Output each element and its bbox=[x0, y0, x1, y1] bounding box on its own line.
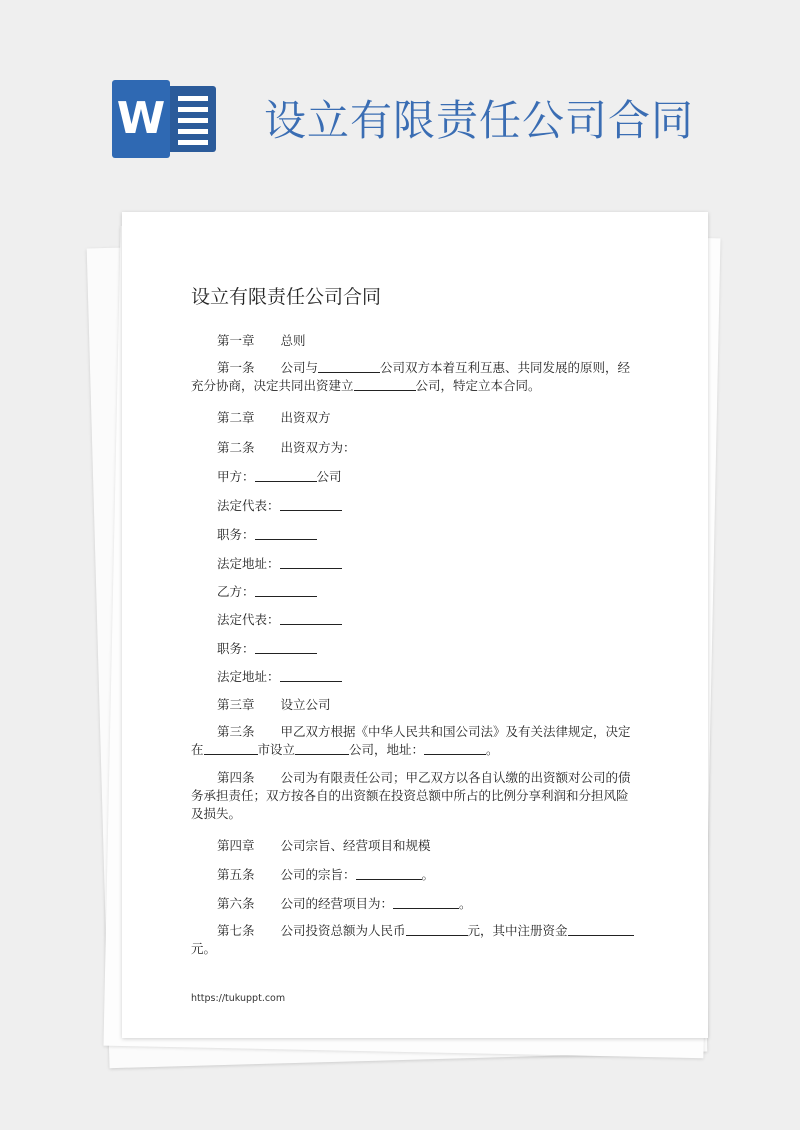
party-a-position: 职务： bbox=[217, 525, 317, 543]
party-a-legal-rep: 法定代表： bbox=[217, 496, 342, 514]
fill-blank[interactable] bbox=[204, 742, 258, 755]
fill-blank[interactable] bbox=[393, 896, 459, 909]
party-b-legal-rep: 法定代表： bbox=[217, 610, 342, 628]
footer-url[interactable]: https://tukuppt.com bbox=[191, 993, 286, 1004]
chapter-4-heading: 第四章 公司宗旨、经营项目和规模 bbox=[217, 838, 431, 853]
article-3: 第三条 甲乙双方根据《中华人民共和国公司法》及有关法律规定，决定在 市设立 公司，地址： 。 bbox=[191, 724, 631, 757]
article-1: 第一条 公司与 公司双方本着互利互惠、共同发展的原则，经充分协商，决定共同出资建立 公司，特定立本合同。 bbox=[191, 360, 631, 393]
chapter-1-heading: 第一章 总则 bbox=[217, 333, 306, 348]
article-4: 第四条 公司为有限责任公司；甲乙双方以各自认缴的出资额对公司的债务承担责任；双方按各自的出资额在投资总额中所占的比例分享利润和分担风险及损失。 bbox=[191, 770, 631, 821]
fill-blank[interactable] bbox=[568, 923, 634, 936]
party-b-legal-address: 法定地址： bbox=[217, 667, 342, 685]
document-page bbox=[122, 212, 708, 1038]
word-document-icon: W bbox=[112, 80, 216, 158]
party-a-legal-address: 法定地址： bbox=[217, 554, 342, 572]
fill-blank[interactable] bbox=[356, 867, 422, 880]
chapter-3-heading: 第三章 设立公司 bbox=[217, 697, 331, 712]
article-5: 第五条 公司的宗旨： 。 bbox=[217, 867, 435, 882]
fill-blank[interactable] bbox=[424, 742, 486, 755]
fill-blank[interactable] bbox=[406, 923, 468, 936]
document-title: 设立有限责任公司合同 bbox=[191, 286, 382, 308]
party-b-line: 乙方： bbox=[217, 582, 317, 600]
chapter-2-heading: 第二章 出资双方 bbox=[217, 410, 331, 425]
fill-blank[interactable] bbox=[280, 556, 342, 569]
banner-title: 设立有限责任公司合同 bbox=[264, 96, 695, 145]
fill-blank[interactable] bbox=[295, 742, 349, 755]
fill-blank[interactable] bbox=[255, 641, 317, 654]
party-a-line: 甲方： 公司 bbox=[217, 469, 342, 484]
fill-blank[interactable] bbox=[255, 584, 317, 597]
fill-blank[interactable] bbox=[280, 498, 342, 511]
article-7: 第七条 公司投资总额为人民币 元，其中注册资金元。 bbox=[191, 922, 639, 958]
fill-blank[interactable] bbox=[255, 527, 317, 540]
article-6: 第六条 公司的经营项目为： 。 bbox=[217, 896, 472, 911]
article-2: 第二条 出资双方为： bbox=[217, 440, 356, 455]
fill-blank[interactable] bbox=[255, 469, 317, 482]
fill-blank[interactable] bbox=[354, 378, 416, 391]
party-b-position: 职务： bbox=[217, 639, 317, 657]
fill-blank[interactable] bbox=[318, 360, 380, 373]
banner-header bbox=[0, 0, 800, 200]
fill-blank[interactable] bbox=[280, 612, 342, 625]
fill-blank[interactable] bbox=[280, 669, 342, 682]
